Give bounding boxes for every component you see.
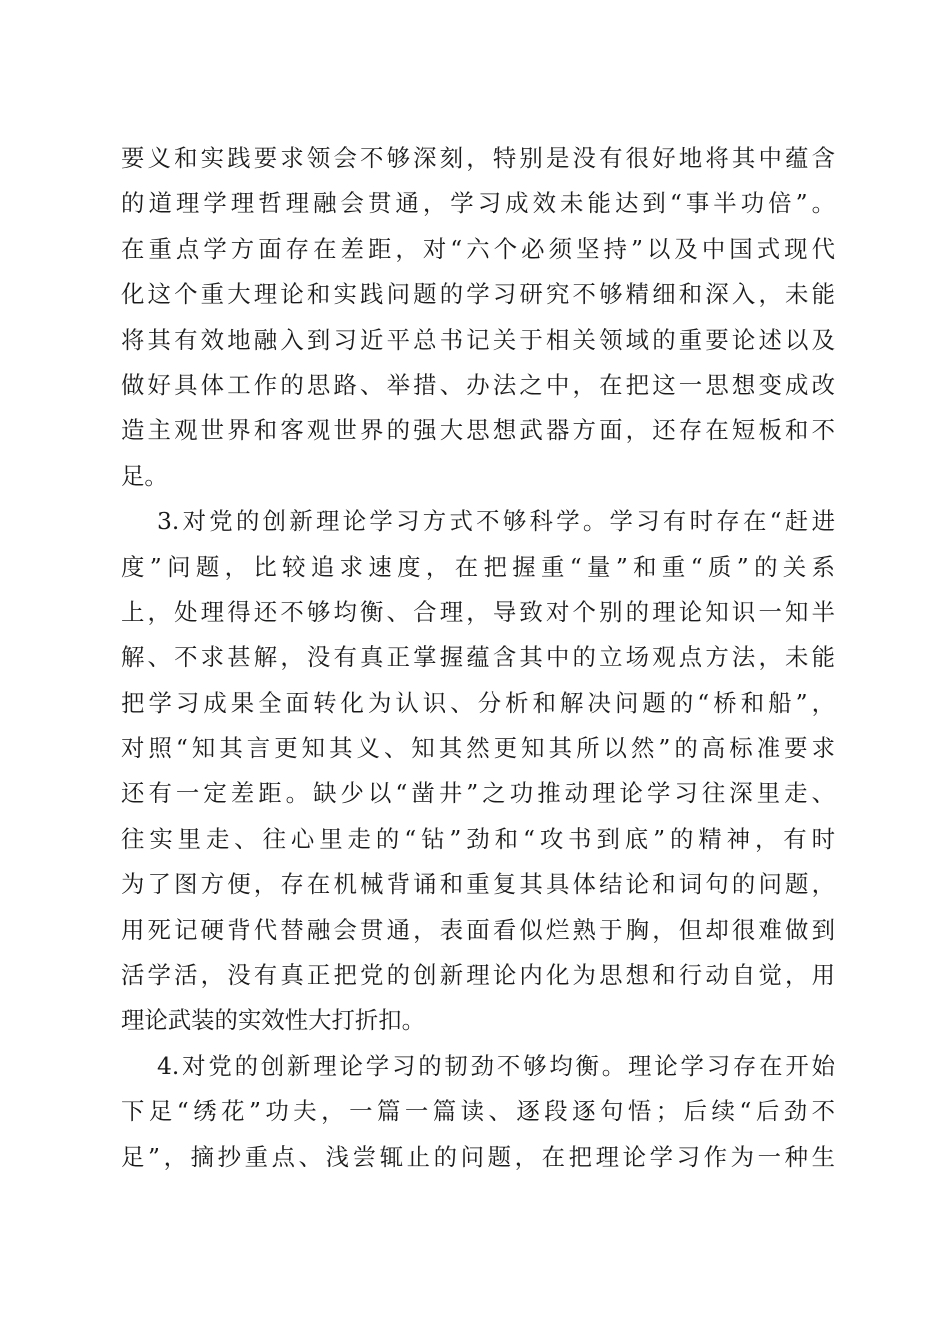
text-line: 足”，摘抄重点、浅尝辄止的问题，在把理论学习作为一种生 bbox=[121, 1142, 835, 1171]
text-line: 化这个重大理论和实践问题的学习研究不够精细和深入，未能 bbox=[121, 280, 835, 309]
text-line: 3.对党的创新理论学习方式不够科学。学习有时存在“赶进 bbox=[157, 507, 835, 536]
text-line: 4.对党的创新理论学习的韧劲不够均衡。理论学习存在开始 bbox=[157, 1051, 835, 1080]
paragraph-3 bbox=[121, 499, 835, 1044]
text-line: 将其有效地融入到习近平总书记关于相关领域的重要论述以及 bbox=[121, 325, 835, 354]
text-line: 活学活，没有真正把党的创新理论内化为思想和行动自觉，用 bbox=[121, 961, 835, 990]
document-body bbox=[121, 136, 835, 1180]
text-line: 上，处理得还不够均衡、合理，导致对个别的理论知识一知半 bbox=[121, 597, 835, 626]
text-line: 造主观世界和客观世界的强大思想武器方面，还存在短板和不 bbox=[121, 416, 835, 445]
text-line: 为了图方便，存在机械背诵和重复其具体结论和词句的问题， bbox=[121, 870, 835, 899]
text-line: 在重点学方面存在差距，对“六个必须坚持”以及中国式现代 bbox=[121, 234, 835, 263]
text-line: 往实里走、往心里走的“钻”劲和“攻书到底”的精神，有时 bbox=[121, 824, 835, 853]
paragraph-continued bbox=[121, 136, 835, 499]
text-line: 做好具体工作的思路、举措、办法之中，在把这一思想变成改 bbox=[121, 370, 835, 399]
text-line: 理论武装的实效性大打折扣。 bbox=[121, 1006, 426, 1035]
text-line: 对照“知其言更知其义、知其然更知其所以然”的高标准要求 bbox=[121, 734, 835, 763]
text-line: 用死记硬背代替融会贯通，表面看似烂熟于胸，但却很难做到 bbox=[121, 915, 835, 944]
text-line: 下足“绣花”功夫，一篇一篇读、逐段逐句悟；后续“后劲不 bbox=[121, 1097, 835, 1126]
text-line: 要义和实践要求领会不够深刻，特别是没有很好地将其中蕴含 bbox=[121, 144, 835, 172]
text-line: 把学习成果全面转化为认识、分析和解决问题的“桥和船”， bbox=[121, 688, 835, 717]
text-line: 解、不求甚解，没有真正掌握蕴含其中的立场观点方法，未能 bbox=[121, 643, 835, 672]
text-line: 足。 bbox=[121, 461, 168, 490]
text-line: 还有一定差距。缺少以“凿井”之功推动理论学习往深里走、 bbox=[121, 779, 835, 808]
paragraph-4 bbox=[121, 1044, 835, 1180]
text-line: 的道理学理哲理融会贯通，学习成效未能达到“事半功倍”。 bbox=[121, 189, 835, 218]
text-line: 度”问题，比较追求速度，在把握重“量”和重“质”的关系 bbox=[121, 552, 835, 581]
